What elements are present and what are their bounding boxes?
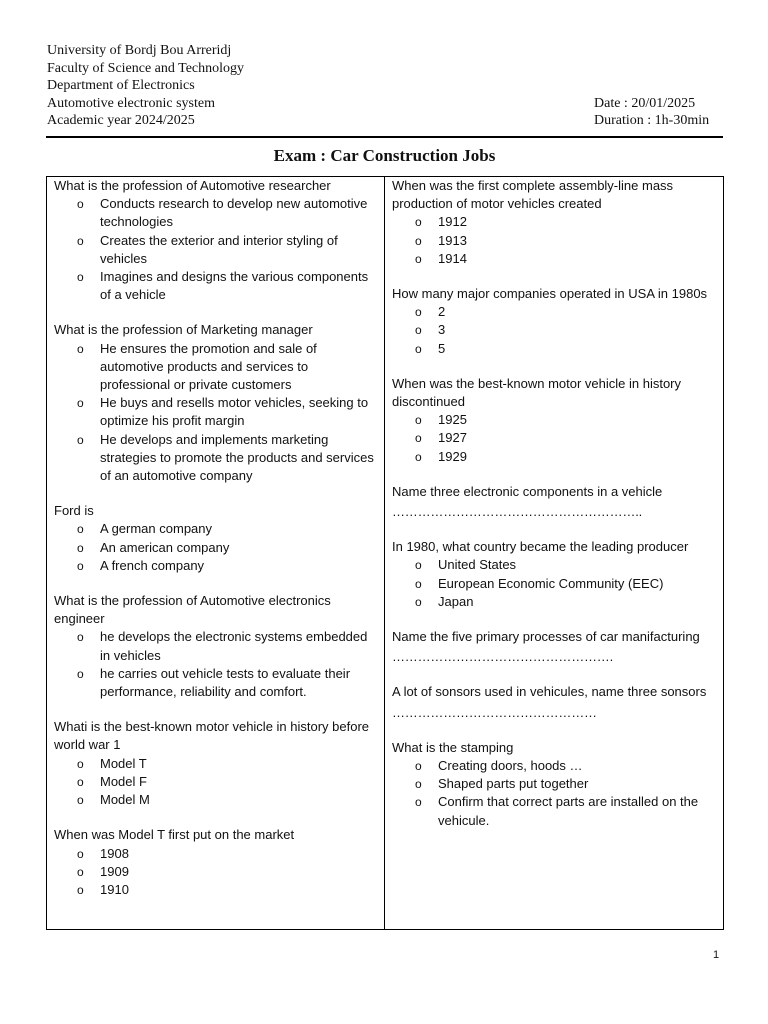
option-list bbox=[54, 340, 378, 486]
page-number: 1 bbox=[713, 949, 720, 961]
option-text: A german company bbox=[100, 521, 213, 537]
bullet-icon: o bbox=[77, 540, 84, 555]
question-text: A lot of sonsors used in vehicules, name three sonsors bbox=[392, 684, 707, 700]
question-text: In 1980, what country became the leading producer bbox=[392, 539, 689, 555]
option-item[interactable] bbox=[415, 448, 717, 466]
bullet-icon: o bbox=[415, 341, 422, 356]
option-item[interactable] bbox=[415, 321, 717, 339]
option-text: Creates the exterior and interior styling of vehicles bbox=[100, 232, 338, 266]
exam-duration: Duration : 1h-30min bbox=[594, 113, 710, 129]
question-text: When was the best-known motor vehicle in history discontinued bbox=[392, 375, 682, 410]
option-item[interactable] bbox=[415, 232, 717, 250]
question-block bbox=[54, 321, 378, 485]
option-item[interactable] bbox=[77, 232, 378, 268]
bullet-icon: o bbox=[415, 323, 422, 338]
bullet-icon: o bbox=[415, 576, 422, 591]
option-item[interactable] bbox=[77, 557, 378, 575]
option-text: A french company bbox=[100, 557, 205, 573]
bullet-icon: o bbox=[77, 882, 84, 897]
question-block bbox=[392, 177, 717, 268]
question-text: Name three electronic components in a vehicle bbox=[392, 483, 663, 499]
option-list bbox=[54, 195, 378, 304]
option-item[interactable] bbox=[415, 303, 717, 321]
option-item[interactable] bbox=[77, 340, 378, 395]
exam-date: Date : 20/01/2025 bbox=[594, 95, 696, 111]
option-text: 1925 bbox=[438, 412, 467, 428]
question-text: What is the profession of Automotive electronics engineer bbox=[54, 593, 331, 627]
bullet-icon: o bbox=[415, 449, 422, 464]
option-item[interactable] bbox=[415, 575, 717, 593]
option-item[interactable] bbox=[415, 593, 717, 611]
bullet-icon: o bbox=[415, 558, 422, 573]
course-name: Automotive electronic system bbox=[47, 95, 215, 111]
option-text: 1908 bbox=[100, 845, 129, 861]
option-item[interactable] bbox=[77, 268, 378, 304]
question-block bbox=[392, 739, 717, 830]
university-name: University of Bordj Bou Arreridj bbox=[47, 43, 232, 58]
bullet-icon: o bbox=[77, 774, 84, 789]
option-text: 1914 bbox=[438, 250, 467, 266]
option-text: 5 bbox=[438, 340, 446, 356]
bullet-icon: o bbox=[415, 759, 422, 774]
question-text: What is the profession of Marketing manager bbox=[54, 322, 313, 338]
question-block bbox=[392, 375, 717, 466]
option-text: He buys and resells motor vehicles, seeking to optimize his profit margin bbox=[100, 395, 369, 429]
bullet-icon: o bbox=[77, 522, 84, 537]
option-item[interactable] bbox=[77, 431, 378, 486]
option-text: he develops the electronic systems embedded in vehicles bbox=[100, 629, 368, 663]
option-list bbox=[392, 303, 717, 358]
left-column bbox=[47, 177, 384, 929]
option-item[interactable] bbox=[77, 195, 378, 231]
question-block bbox=[54, 592, 378, 701]
option-item[interactable] bbox=[77, 863, 378, 881]
option-list bbox=[54, 755, 378, 810]
bullet-icon: o bbox=[77, 793, 84, 808]
option-item[interactable] bbox=[415, 250, 717, 268]
question-block bbox=[392, 628, 717, 666]
question-block bbox=[54, 718, 378, 809]
question-block bbox=[392, 483, 717, 521]
option-text: Japan bbox=[438, 593, 474, 609]
option-text: Creating doors, hoods … bbox=[438, 758, 583, 774]
question-text: When was Model T first put on the market bbox=[54, 827, 295, 843]
option-item[interactable] bbox=[415, 775, 717, 793]
option-list bbox=[392, 213, 717, 268]
bullet-icon: o bbox=[77, 666, 84, 681]
bullet-icon: o bbox=[77, 558, 84, 573]
option-text: 1929 bbox=[438, 448, 467, 464]
option-list bbox=[392, 411, 717, 466]
bullet-icon: o bbox=[415, 431, 422, 446]
option-list bbox=[392, 556, 717, 611]
option-item[interactable] bbox=[415, 757, 717, 775]
option-text: 3 bbox=[438, 322, 446, 338]
option-text: 1913 bbox=[438, 232, 467, 248]
question-text: Ford is bbox=[54, 503, 94, 519]
right-column bbox=[384, 177, 723, 929]
bullet-icon: o bbox=[77, 630, 84, 645]
bullet-icon: o bbox=[77, 432, 84, 447]
option-text: An american company bbox=[100, 539, 230, 555]
bullet-icon: o bbox=[415, 594, 422, 609]
bullet-icon: o bbox=[415, 795, 422, 810]
exam-header bbox=[47, 42, 723, 130]
question-block bbox=[54, 502, 378, 575]
bullet-icon: o bbox=[415, 215, 422, 230]
faculty-name: Faculty of Science and Technology bbox=[47, 60, 245, 76]
option-item[interactable] bbox=[415, 340, 717, 358]
option-text: 1927 bbox=[438, 430, 467, 446]
option-item[interactable] bbox=[415, 411, 717, 429]
bullet-icon: o bbox=[77, 233, 84, 248]
option-text: 1912 bbox=[438, 214, 467, 230]
question-text: How many major companies operated in USA in 1980s bbox=[392, 286, 708, 302]
option-list bbox=[392, 757, 717, 830]
bullet-icon: o bbox=[77, 396, 84, 411]
option-text: He develops and implements marketing strategies to promote the products and services of an automotive company bbox=[100, 431, 374, 484]
exam-title: Exam : Car Construction Jobs bbox=[273, 146, 496, 165]
option-item[interactable] bbox=[77, 539, 378, 557]
option-list bbox=[54, 628, 378, 701]
answer-line[interactable]: ………………………………………………….. bbox=[392, 504, 643, 520]
option-text: He ensures the promotion and sale of automotive products and services to professional or private customers bbox=[100, 340, 317, 393]
option-text: 2 bbox=[438, 304, 446, 320]
bullet-icon: o bbox=[77, 864, 84, 879]
option-text: Model F bbox=[100, 773, 147, 789]
option-item[interactable] bbox=[77, 665, 378, 701]
question-block bbox=[392, 538, 717, 611]
question-text: What is the profession of Automotive researcher bbox=[54, 178, 331, 193]
option-item[interactable] bbox=[77, 394, 378, 430]
option-text: 1909 bbox=[100, 863, 129, 879]
header-divider bbox=[46, 136, 723, 138]
option-list bbox=[54, 520, 378, 575]
option-text: United States bbox=[438, 557, 517, 573]
option-item[interactable] bbox=[415, 213, 717, 231]
bullet-icon: o bbox=[415, 305, 422, 320]
question-text: Whati is the best-known motor vehicle in history before world war 1 bbox=[54, 719, 370, 753]
department-name: Department of Electronics bbox=[47, 78, 195, 94]
question-text: Name the five primary processes of car manifacturing bbox=[392, 629, 700, 645]
question-block bbox=[392, 285, 717, 358]
answer-line[interactable]: ………………………………………… bbox=[392, 704, 597, 720]
option-item[interactable] bbox=[77, 628, 378, 664]
option-item[interactable] bbox=[415, 429, 717, 447]
bullet-icon: o bbox=[415, 251, 422, 266]
option-item[interactable] bbox=[77, 755, 378, 773]
option-text: Model T bbox=[100, 755, 147, 771]
question-text: What is the stamping bbox=[392, 739, 514, 755]
option-text: Shaped parts put together bbox=[438, 776, 589, 792]
bullet-icon: o bbox=[415, 413, 422, 428]
option-item[interactable] bbox=[77, 845, 378, 863]
option-item[interactable] bbox=[77, 520, 378, 538]
option-text: 1910 bbox=[100, 881, 129, 897]
bullet-icon: o bbox=[415, 777, 422, 792]
question-block bbox=[54, 177, 378, 304]
option-item[interactable] bbox=[77, 791, 378, 809]
option-item[interactable] bbox=[77, 773, 378, 791]
question-block bbox=[54, 826, 378, 899]
option-text: Model M bbox=[100, 792, 150, 808]
option-item[interactable] bbox=[77, 881, 378, 899]
option-text: European Economic Community (EEC) bbox=[438, 575, 664, 591]
answer-line[interactable]: ……………………………………………. bbox=[392, 649, 614, 665]
option-text: he carries out vehicle tests to evaluate their performance, reliability and comfort. bbox=[100, 665, 351, 700]
option-item[interactable] bbox=[415, 556, 717, 574]
question-block bbox=[392, 683, 717, 721]
bullet-icon: o bbox=[77, 846, 84, 861]
option-text: Imagines and designs the various components of a vehicle bbox=[100, 269, 369, 303]
option-list bbox=[54, 845, 378, 900]
bullet-icon: o bbox=[415, 233, 422, 248]
academic-year: Academic year 2024/2025 bbox=[47, 113, 195, 129]
option-text: Conducts research to develop new automotive technologies bbox=[100, 196, 368, 230]
bullet-icon: o bbox=[77, 341, 84, 356]
questions-table bbox=[46, 176, 724, 930]
bullet-icon: o bbox=[77, 270, 84, 285]
option-item[interactable] bbox=[415, 793, 717, 829]
bullet-icon: o bbox=[77, 197, 84, 212]
question-text: When was the first complete assembly-line mass production of motor vehicles created bbox=[392, 178, 674, 212]
option-text: Confirm that correct parts are installed on the vehicule. bbox=[438, 794, 699, 828]
bullet-icon: o bbox=[77, 756, 84, 771]
